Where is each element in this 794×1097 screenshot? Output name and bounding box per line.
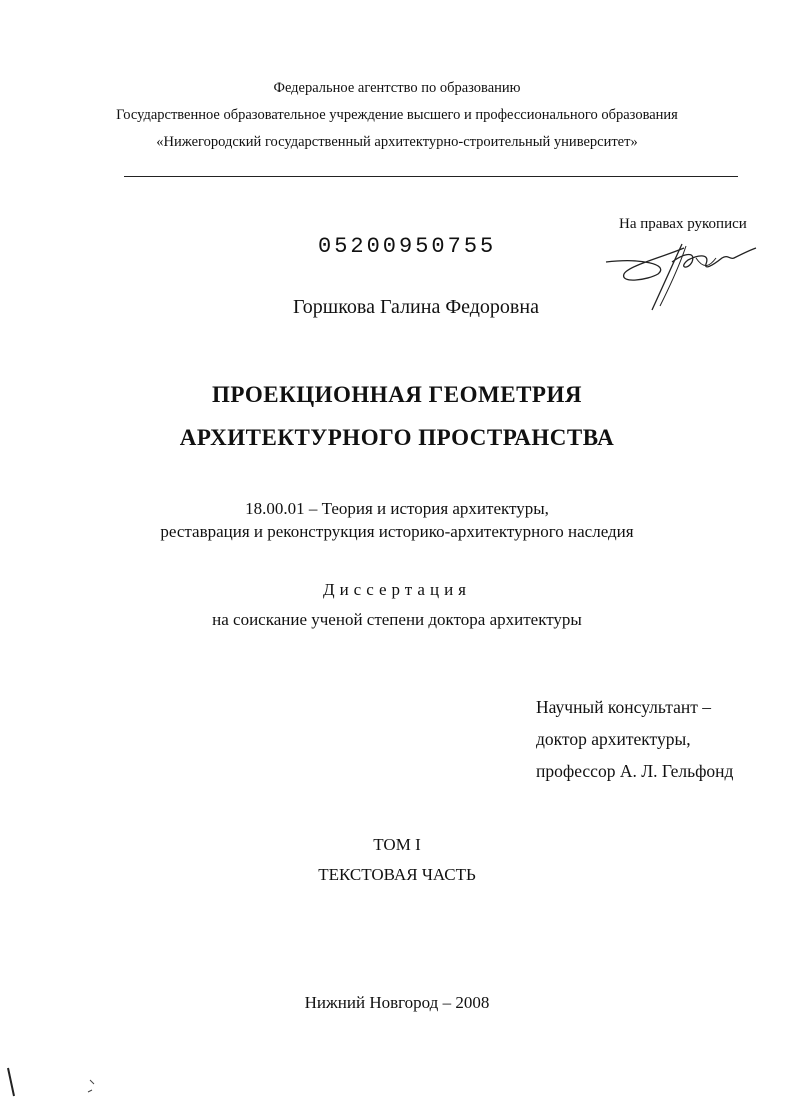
university-name: «Нижегородский государственный архитектурно-строительный университет» [156,134,638,150]
specialty-line-1: 18.00.01 – Теория и история архитектуры, [245,499,549,518]
author-name: Горшкова Галина Федоровна [293,296,539,318]
volume-label: ТОМ I [373,835,421,854]
consultant-degree: доктор архитектуры, [536,729,691,749]
consultant-title: Научный консультант – [536,697,711,717]
registration-number: 05200950755 [318,234,497,259]
dissertation-title-line-1: ПРОЕКЦИОННАЯ ГЕОМЕТРИЯ [212,382,582,407]
degree-description: на соискание ученой степени доктора архитектуры [212,610,582,629]
document-type: Диссертация [322,580,471,599]
consultant-name: профессор А. Л. Гельфонд [536,761,734,781]
volume-part: ТЕКСТОВАЯ ЧАСТЬ [318,865,476,884]
header-divider [124,176,738,177]
place-year: Нижний Новгород – 2008 [304,993,490,1012]
agency-name: Федеральное агентство по образованию [273,80,521,96]
signature-icon [600,240,760,315]
institution-type: Государственное образовательное учреждение высшего и профессионального образования [116,107,678,123]
dissertation-title-line-2: АРХИТЕКТУРНОГО ПРОСТРАНСТВА [179,425,615,450]
scan-mark-icon [0,1060,120,1097]
specialty-line-2: реставрация и реконструкция историко-архитектурного наследия [160,522,634,541]
manuscript-rights-label: На правах рукописи [619,216,747,232]
